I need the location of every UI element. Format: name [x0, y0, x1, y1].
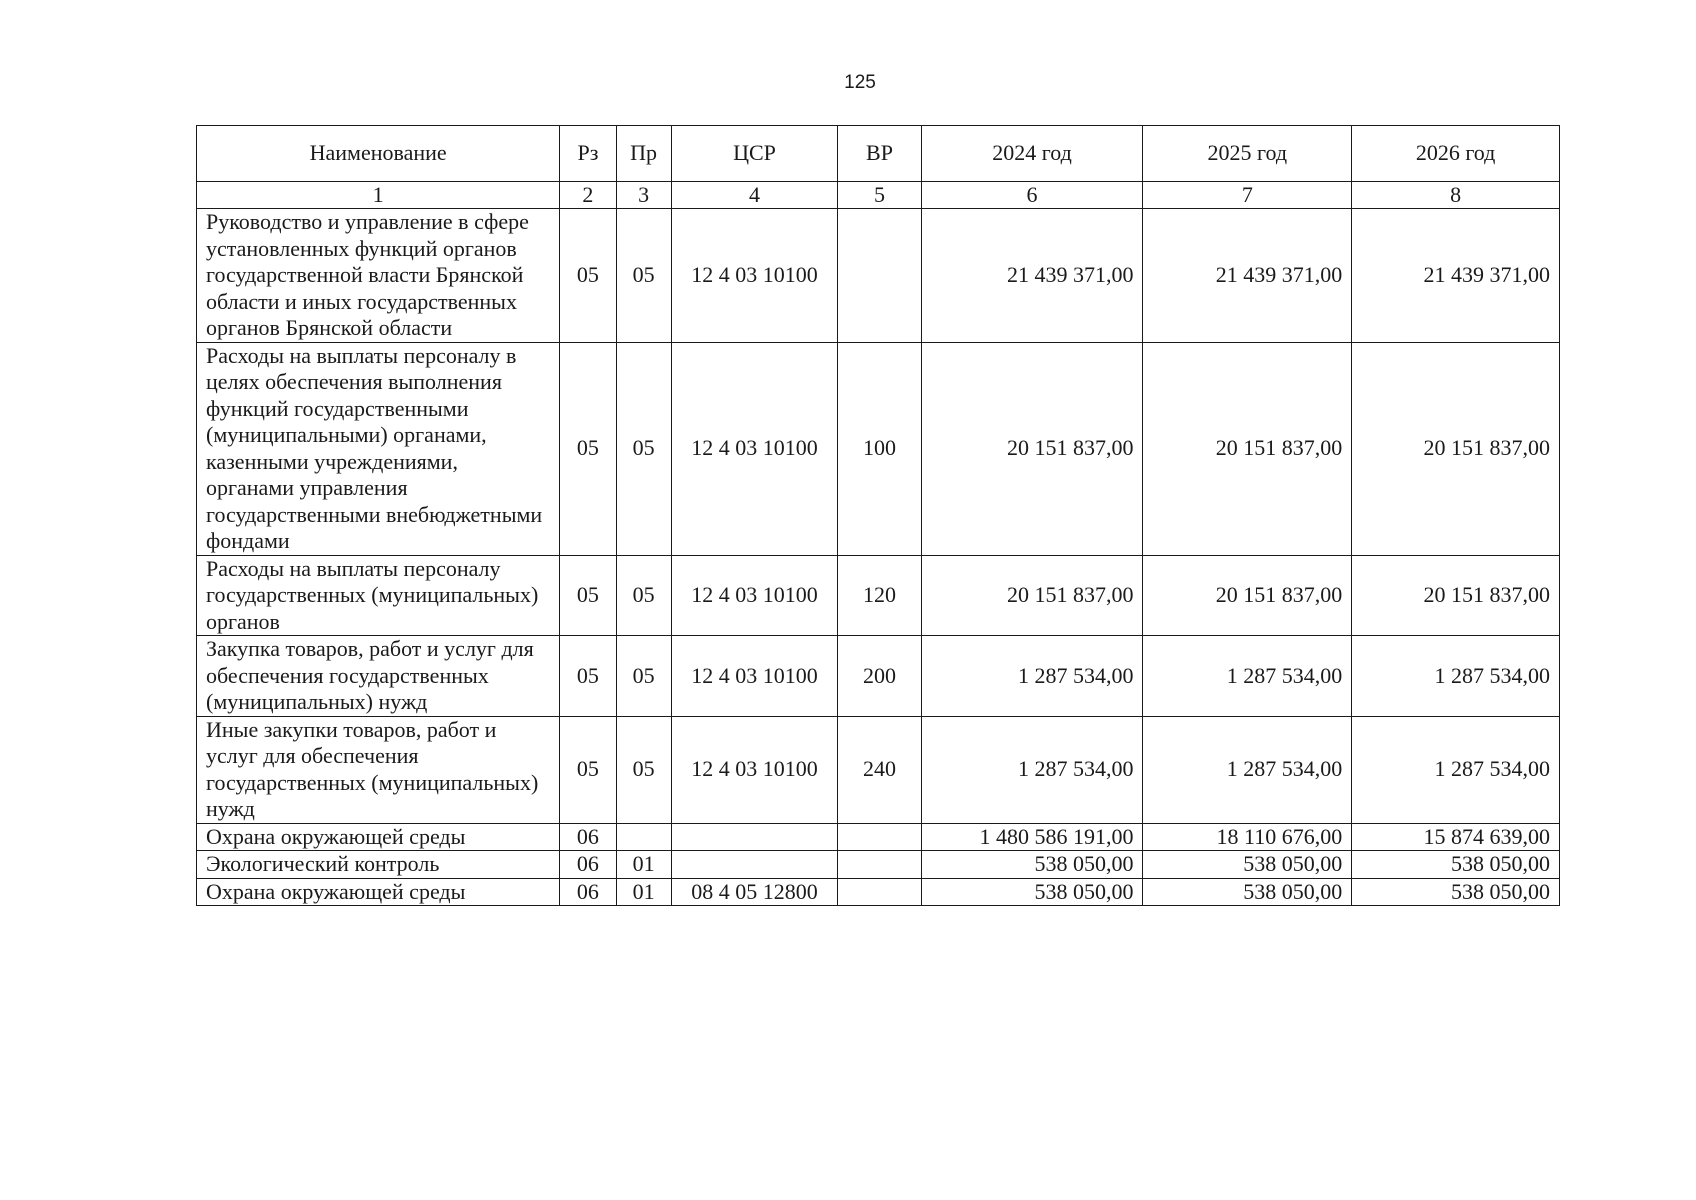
row-amount-2026: 538 050,00 — [1352, 851, 1560, 879]
table-row — [197, 636, 1560, 717]
row-pr — [616, 823, 671, 851]
page-number: 125 — [844, 72, 876, 93]
row-name: Охрана окружающей среды — [197, 878, 560, 906]
row-rz: 05 — [560, 636, 616, 717]
row-amount-2024: 1 480 586 191,00 — [921, 823, 1143, 851]
row-amount-2025: 20 151 837,00 — [1143, 342, 1352, 555]
row-rz: 06 — [560, 878, 616, 906]
row-pr: 05 — [616, 209, 671, 343]
row-amount-2025: 1 287 534,00 — [1143, 716, 1352, 823]
header-vr: ВР — [838, 126, 921, 182]
row-name: Расходы на выплаты персоналу в целях обеспечения выполнения функций государственными (муниципальными) органами, казенными учреждениями, органами управления государственными внебюджетными фондами — [197, 342, 560, 555]
row-amount-2024: 20 151 837,00 — [921, 555, 1143, 636]
column-number: 8 — [1352, 182, 1560, 209]
row-amount-2025: 18 110 676,00 — [1143, 823, 1352, 851]
header-2025: 2025 год — [1143, 126, 1352, 182]
table-row — [197, 851, 1560, 879]
table-row — [197, 716, 1560, 823]
row-amount-2024: 538 050,00 — [921, 851, 1143, 879]
header-name: Наименование — [197, 126, 560, 182]
row-amount-2026: 20 151 837,00 — [1352, 342, 1560, 555]
row-rz: 05 — [560, 209, 616, 343]
table-row — [197, 823, 1560, 851]
budget-table — [196, 125, 1560, 906]
row-name: Иные закупки товаров, работ и услуг для обеспечения государственных (муниципальных) нужд — [197, 716, 560, 823]
header-rz: Рз — [560, 126, 616, 182]
row-pr: 01 — [616, 878, 671, 906]
row-vr: 100 — [838, 342, 921, 555]
row-pr: 05 — [616, 555, 671, 636]
row-vr — [838, 878, 921, 906]
row-amount-2025: 538 050,00 — [1143, 851, 1352, 879]
row-name: Охрана окружающей среды — [197, 823, 560, 851]
row-amount-2024: 20 151 837,00 — [921, 342, 1143, 555]
row-amount-2025: 21 439 371,00 — [1143, 209, 1352, 343]
row-csr: 08 4 05 12800 — [671, 878, 838, 906]
column-number-row — [197, 182, 1560, 209]
row-amount-2026: 15 874 639,00 — [1352, 823, 1560, 851]
row-amount-2026: 21 439 371,00 — [1352, 209, 1560, 343]
row-amount-2026: 1 287 534,00 — [1352, 636, 1560, 717]
header-2026: 2026 год — [1352, 126, 1560, 182]
column-number: 3 — [616, 182, 671, 209]
row-csr: 12 4 03 10100 — [671, 636, 838, 717]
row-name: Руководство и управление в сфере установленных функций органов государственной власти Брянской области и иных государственных органов Брянской области — [197, 209, 560, 343]
row-rz: 05 — [560, 716, 616, 823]
row-csr: 12 4 03 10100 — [671, 342, 838, 555]
row-pr: 05 — [616, 636, 671, 717]
row-csr — [671, 851, 838, 879]
column-number: 6 — [921, 182, 1143, 209]
row-rz: 05 — [560, 555, 616, 636]
row-rz: 06 — [560, 851, 616, 879]
row-amount-2026: 1 287 534,00 — [1352, 716, 1560, 823]
row-amount-2026: 20 151 837,00 — [1352, 555, 1560, 636]
row-pr: 01 — [616, 851, 671, 879]
row-rz: 06 — [560, 823, 616, 851]
table-row — [197, 878, 1560, 906]
row-vr: 200 — [838, 636, 921, 717]
row-amount-2025: 538 050,00 — [1143, 878, 1352, 906]
header-csr: ЦСР — [671, 126, 838, 182]
header-pr: Пр — [616, 126, 671, 182]
table-row — [197, 555, 1560, 636]
table-header-row — [197, 126, 1560, 182]
row-vr — [838, 209, 921, 343]
row-vr: 240 — [838, 716, 921, 823]
row-amount-2024: 538 050,00 — [921, 878, 1143, 906]
row-vr — [838, 851, 921, 879]
row-amount-2024: 1 287 534,00 — [921, 716, 1143, 823]
header-2024: 2024 год — [921, 126, 1143, 182]
row-amount-2026: 538 050,00 — [1352, 878, 1560, 906]
column-number: 2 — [560, 182, 616, 209]
row-name: Экологический контроль — [197, 851, 560, 879]
row-csr: 12 4 03 10100 — [671, 716, 838, 823]
row-pr: 05 — [616, 716, 671, 823]
column-number: 4 — [671, 182, 838, 209]
row-rz: 05 — [560, 342, 616, 555]
row-pr: 05 — [616, 342, 671, 555]
column-number: 1 — [197, 182, 560, 209]
row-csr: 12 4 03 10100 — [671, 209, 838, 343]
column-number: 5 — [838, 182, 921, 209]
row-amount-2025: 1 287 534,00 — [1143, 636, 1352, 717]
row-csr — [671, 823, 838, 851]
row-amount-2024: 21 439 371,00 — [921, 209, 1143, 343]
table-row — [197, 209, 1560, 343]
row-name: Расходы на выплаты персоналу государственных (муниципальных) органов — [197, 555, 560, 636]
row-amount-2025: 20 151 837,00 — [1143, 555, 1352, 636]
row-vr: 120 — [838, 555, 921, 636]
row-amount-2024: 1 287 534,00 — [921, 636, 1143, 717]
row-name: Закупка товаров, работ и услуг для обеспечения государственных (муниципальных) нужд — [197, 636, 560, 717]
table-row — [197, 342, 1560, 555]
row-csr: 12 4 03 10100 — [671, 555, 838, 636]
row-vr — [838, 823, 921, 851]
column-number: 7 — [1143, 182, 1352, 209]
